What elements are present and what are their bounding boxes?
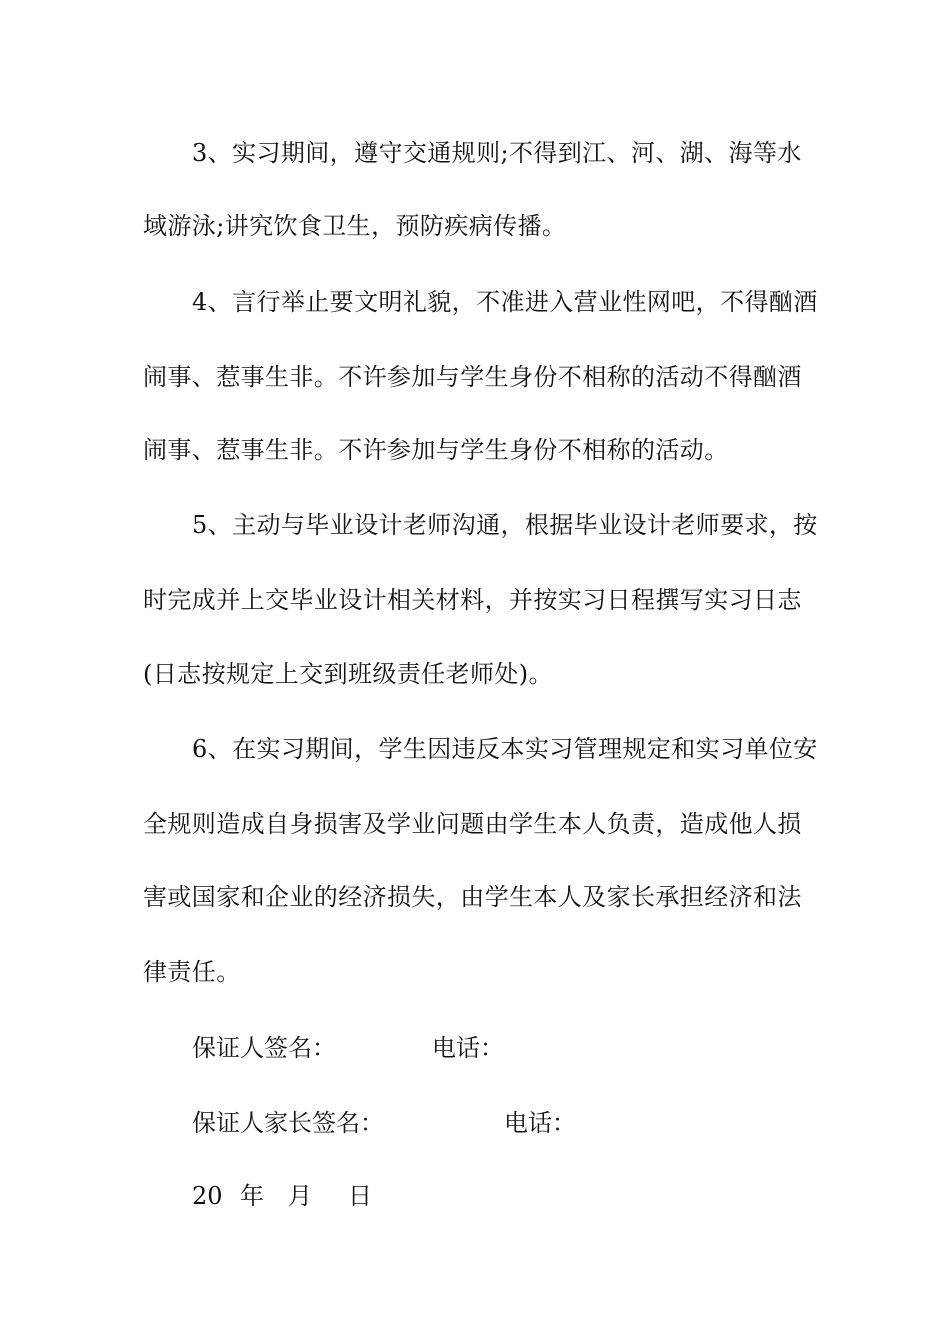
date-month-label: 月 xyxy=(288,1182,312,1210)
paragraph-6-line-2: 全规则造成自身损害及学业问题由学生本人负责，造成他人损 xyxy=(143,810,802,838)
guarantor-phone-label: 电话： xyxy=(432,1034,504,1062)
paragraph-6-line-1: 6、在实习期间，学生因违反本实习管理规定和实习单位安 xyxy=(192,735,818,763)
paragraph-3-line-1: 3、实习期间，遵守交通规则;不得到江、河、湖、海等水 xyxy=(192,139,802,167)
paragraph-4-line-1: 4、言行举止要文明礼貌，不准进入营业性网吧，不得酗酒 xyxy=(192,288,818,316)
parent-signature-label: 保证人家长签名： xyxy=(192,1109,384,1137)
paragraph-6-line-4: 律责任。 xyxy=(143,958,241,986)
paragraph-6-line-3: 害或国家和企业的经济损失，由学生本人及家长承担经济和法 xyxy=(143,883,802,911)
parent-phone-label: 电话： xyxy=(504,1109,576,1137)
paragraph-4-line-3: 闹事、惹事生非。不许参加与学生身份不相称的活动。 xyxy=(143,436,729,464)
date-year-prefix: 20 xyxy=(192,1182,223,1210)
guarantor-signature-label: 保证人签名： xyxy=(192,1034,336,1062)
date-year-label: 年 xyxy=(240,1182,264,1210)
date-day-label: 日 xyxy=(348,1182,372,1210)
paragraph-5-line-1: 5、主动与毕业设计老师沟通，根据毕业设计老师要求，按 xyxy=(192,511,818,539)
paragraph-5-line-2: 时完成并上交毕业设计相关材料，并按实习日程撰写实习日志 xyxy=(143,586,802,614)
paragraph-4-line-2: 闹事、惹事生非。不许参加与学生身份不相称的活动不得酗酒 xyxy=(143,363,802,391)
paragraph-5-line-3: (日志按规定上交到班级责任老师处)。 xyxy=(143,660,553,688)
paragraph-3-line-2: 域游泳;讲究饮食卫生，预防疾病传播。 xyxy=(143,212,567,240)
